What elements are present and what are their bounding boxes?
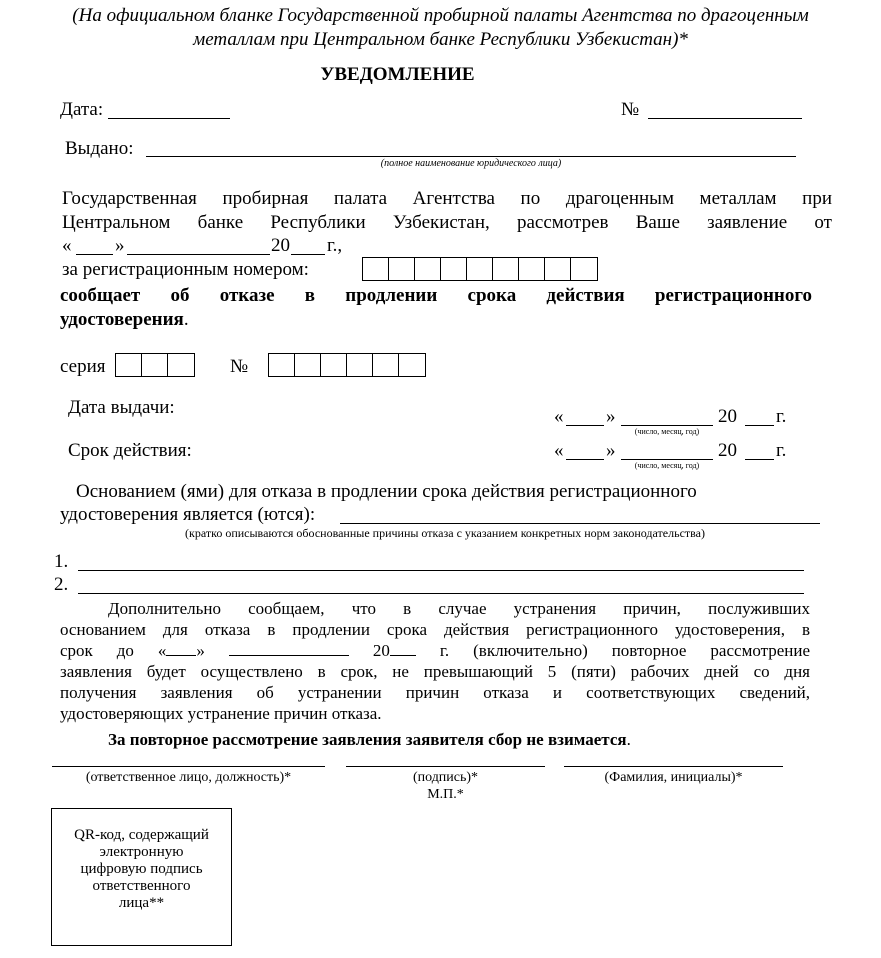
additional-line-3c: 20 bbox=[372, 641, 390, 660]
issued-label: Выдано: bbox=[65, 138, 134, 159]
body-date-open: « bbox=[62, 235, 72, 256]
issue-day-line bbox=[566, 425, 604, 426]
issue-date-label: Дата выдачи: bbox=[68, 397, 175, 418]
validity-date-close: » bbox=[606, 440, 616, 461]
date-label: Дата: bbox=[60, 99, 104, 120]
series-number-cell[interactable] bbox=[295, 354, 321, 376]
body-year-prefix: 20 bbox=[271, 235, 290, 256]
page-title: УВЕДОМЛЕНИЕ bbox=[320, 64, 475, 85]
number-label: № bbox=[621, 99, 640, 120]
series-cells[interactable] bbox=[115, 353, 195, 377]
series-cell[interactable] bbox=[168, 354, 194, 376]
additional-year-line bbox=[390, 641, 416, 656]
reg-cell[interactable] bbox=[363, 258, 389, 280]
fee-note-text: За повторное рассмотрение заявления заявителя сбор не взимается bbox=[108, 730, 627, 749]
reg-cell[interactable] bbox=[389, 258, 415, 280]
additional-line-3 bbox=[60, 640, 810, 661]
grounds-hint: (кратко описываются обоснованные причины отказа с указанием конкретных норм законодательства) bbox=[185, 526, 705, 540]
additional-month-line bbox=[229, 641, 349, 656]
series-number-cell[interactable] bbox=[269, 354, 295, 376]
official-label: (ответственное лицо, должность)* bbox=[85, 770, 292, 785]
body-month-line bbox=[127, 254, 270, 255]
validity-day-line bbox=[566, 459, 604, 460]
issue-date-open: « bbox=[554, 406, 564, 427]
grounds-line-tail bbox=[340, 523, 820, 524]
qr-line-5: лица** bbox=[118, 895, 165, 911]
body-line-1: Государственная пробирная палата Агентства по драгоценным металлам при bbox=[62, 188, 832, 209]
additional-line-3d: г. (включительно) повторное рассмотрение bbox=[439, 641, 811, 660]
grounds-item-1-line[interactable] bbox=[78, 570, 804, 571]
refusal-line-2 bbox=[60, 309, 189, 331]
additional-line-5: получения заявления об устранении причин отказа и соответствующих сведений, bbox=[60, 683, 810, 702]
additional-line-4: заявления будет осуществлено в срок, не превышающий 5 (пяти) рабочих дней со дня bbox=[60, 662, 810, 681]
series-number-cells[interactable] bbox=[268, 353, 426, 377]
grounds-line-1: Основанием (ями) для отказа в продлении срока действия регистрационного bbox=[76, 481, 697, 502]
grounds-line-2: удостоверения является (ются): bbox=[60, 504, 316, 525]
refusal-line-2-text: удостоверения bbox=[60, 309, 184, 330]
additional-paragraph bbox=[60, 598, 810, 724]
validity-label: Срок действия: bbox=[68, 440, 192, 461]
refusal-dot: . bbox=[183, 309, 189, 330]
validity-month-line bbox=[621, 459, 713, 460]
body-day-line bbox=[76, 254, 113, 255]
series-number-cell[interactable] bbox=[321, 354, 347, 376]
series-label: серия bbox=[60, 356, 106, 377]
body-year-suffix: г., bbox=[327, 235, 343, 256]
body-line-2: Центральном банке Республики Узбекистан, рассмотрев Ваше заявление от bbox=[62, 212, 832, 233]
issue-year-suffix: г. bbox=[776, 406, 787, 427]
refusal-line-1: сообщает об отказе в продлении срока действия регистрационного bbox=[60, 285, 812, 306]
header-line-1: (На официальном бланке Государственной пробирной палаты Агентства по драгоценным bbox=[72, 5, 809, 26]
issue-date-close: » bbox=[606, 406, 616, 427]
validity-year-line bbox=[745, 459, 774, 460]
qr-code-box bbox=[51, 808, 232, 946]
official-signature-line bbox=[52, 766, 325, 767]
series-number-cell[interactable] bbox=[347, 354, 373, 376]
body-year-line bbox=[291, 254, 325, 255]
number-line bbox=[648, 118, 802, 119]
qr-line-4: ответственного bbox=[92, 878, 191, 894]
reg-cell[interactable] bbox=[493, 258, 519, 280]
date-line bbox=[108, 118, 230, 119]
additional-day-line bbox=[166, 641, 196, 656]
validity-date-hint: (число, месяц, год) bbox=[634, 461, 700, 470]
reg-cell[interactable] bbox=[545, 258, 571, 280]
issue-month-line bbox=[621, 425, 713, 426]
validity-year-suffix: г. bbox=[776, 440, 787, 461]
reg-cell[interactable] bbox=[571, 258, 597, 280]
qr-line-1: QR-код, содержащий bbox=[74, 827, 209, 843]
series-number-label: № bbox=[230, 356, 249, 377]
issued-line bbox=[146, 156, 796, 157]
grounds-item-1-number: 1. bbox=[54, 551, 69, 572]
series-number-cell[interactable] bbox=[399, 354, 425, 376]
name-signature-line bbox=[564, 766, 783, 767]
issue-year-line bbox=[745, 425, 774, 426]
issue-year-prefix: 20 bbox=[718, 406, 737, 427]
fee-note-dot: . bbox=[626, 730, 631, 749]
qr-line-2: электронную bbox=[99, 844, 184, 860]
grounds-item-2-number: 2. bbox=[54, 574, 69, 595]
additional-line-1: Дополнительно сообщаем, что в случае устранения причин, послуживших bbox=[108, 599, 810, 618]
validity-date-open: « bbox=[554, 440, 564, 461]
header-note bbox=[0, 4, 881, 52]
reg-number-label: за регистрационным номером: bbox=[62, 259, 309, 280]
body-date-close: » bbox=[115, 235, 125, 256]
grounds-item-2-line[interactable] bbox=[78, 593, 804, 594]
reg-cell[interactable] bbox=[467, 258, 493, 280]
additional-line-2: основанием для отказа в продлении срока действия регистрационного удостоверения, в bbox=[60, 620, 810, 639]
qr-line-3: цифровую подпись bbox=[80, 861, 203, 877]
reg-cell[interactable] bbox=[519, 258, 545, 280]
stamp-label: М.П.* bbox=[427, 787, 464, 802]
fee-note bbox=[108, 730, 631, 750]
reg-cell[interactable] bbox=[415, 258, 441, 280]
additional-line-3a: срок до « bbox=[60, 641, 167, 660]
validity-year-prefix: 20 bbox=[718, 440, 737, 461]
name-label: (Фамилия, инициалы)* bbox=[604, 770, 743, 785]
series-cell[interactable] bbox=[116, 354, 142, 376]
issued-hint: (полное наименование юридического лица) bbox=[380, 158, 562, 169]
signature-label: (подпись)* bbox=[412, 770, 479, 785]
signature-line bbox=[346, 766, 545, 767]
additional-line-6: удостоверяющих устранение причин отказа. bbox=[60, 704, 382, 723]
additional-line-3b: » bbox=[196, 641, 205, 660]
issue-date-hint: (число, месяц, год) bbox=[634, 427, 700, 436]
header-line-2: металлам при Центральном банке Республики Узбекистан)* bbox=[193, 29, 688, 50]
series-number-cell[interactable] bbox=[373, 354, 399, 376]
reg-number-cells[interactable] bbox=[362, 257, 598, 281]
reg-cell[interactable] bbox=[441, 258, 467, 280]
series-cell[interactable] bbox=[142, 354, 168, 376]
